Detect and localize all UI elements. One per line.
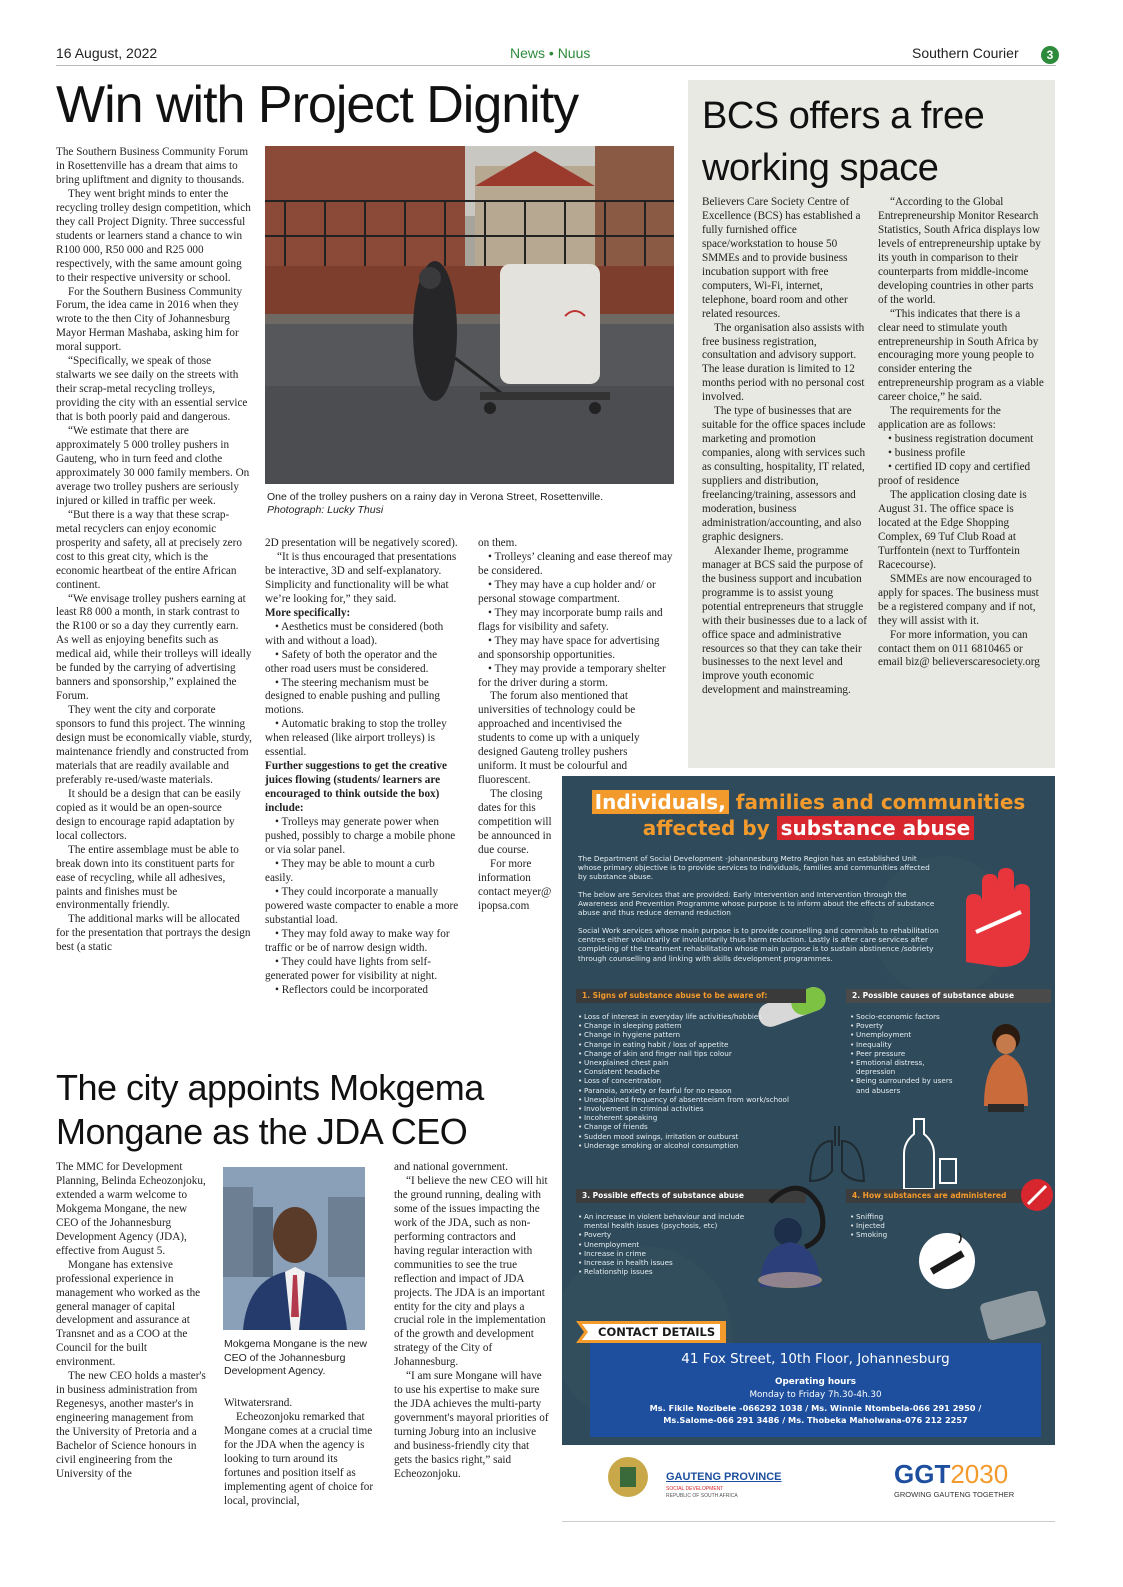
bottle-glass-icon — [902, 1114, 962, 1194]
list-item: • Loss of concentration — [578, 1076, 808, 1085]
list-item: • Inequality — [850, 1040, 960, 1049]
list-item: • An increase in violent behaviour and include mental health issues (psychosis, etc) — [578, 1212, 748, 1230]
bullet: • Aesthetics must be considered (both with and without a load). — [265, 620, 444, 647]
para: “We estimate that there are approximately 5 000 trolley pushers in Gauteng, who in turn feed and clothe approximately 30 000 family members. On average two trolley pushers are seriously injured or killed in traffic per week. — [56, 425, 250, 507]
bullet: • business profile — [888, 447, 966, 460]
header-rule — [56, 65, 1056, 66]
para: Echeozonjoku remarked that Mongane comes at a crucial time for the JDA when the agency is looking to turn around its fortunes and position itself as implementing agent of choice for local, provincial, — [224, 1410, 374, 1507]
signs-header: 1. Signs of substance abuse to be aware of: — [576, 989, 806, 1003]
contacts-line2: Ms.Salome-066 291 3486 / Ms. Thobeka Maholwana-076 212 2257 — [663, 1415, 968, 1425]
para: and national government. — [394, 1161, 509, 1173]
para: The organisation also assists with free business registration, consultation and advisory support. The lease duration is limited to 12 months period with no personal cost involved. — [702, 321, 865, 404]
causes-header: 2. Possible causes of substance abuse — [846, 989, 1051, 1003]
bullet: • They may fold away to make way for traffic or be of narrow design width. — [265, 927, 450, 954]
jda-col1 — [56, 1161, 208, 1482]
list-item: • Consistent headache — [578, 1067, 808, 1076]
gauteng-province-label: GAUTENG PROVINCE — [666, 1471, 782, 1483]
contact-details-label — [576, 1321, 726, 1343]
bullet: • certified ID copy and certified proof of residence — [878, 461, 1031, 488]
list-item: • Unemployment — [578, 1240, 748, 1249]
dignity-headline: Win with Project Dignity — [56, 76, 579, 134]
ggt-text: GGT — [894, 1459, 951, 1489]
administered-header: 4. How substances are administered — [846, 1189, 1026, 1203]
list-item: • Poverty — [850, 1021, 960, 1030]
distressed-person-icon — [962, 1016, 1050, 1116]
subhead: More specifically: — [265, 606, 351, 619]
para: The Southern Business Community Forum in Rosettenville has a dream that aims to bring upliftment and dignity to thousands. — [56, 146, 249, 186]
para: The MMC for Development Planning, Belinda Echeozonjoku, extended a warm welcome to Mokgema Mongane, the new CEO of the Johannesburg Development Agency (JDA), effective from August 5. — [56, 1161, 206, 1257]
list-item: • Smoking — [850, 1230, 930, 1239]
bullet: • They may provide a temporary shelter for the driver during a storm. — [478, 662, 666, 689]
list-item: • Change of friends — [578, 1122, 808, 1131]
para: The forum also mentioned that universities of technology could be approached and incentivised the students to come up with a uniquely designed Gauteng trolley pushers uniform. It must be colourful and fluorescent. — [478, 690, 640, 787]
list-item: • Unemployment — [850, 1030, 960, 1039]
para: They went the city and corporate sponsors to fund this project. The winning design must be economically viable, sturdy, maintenance friendly and constructed from materials that are readily available and preferably re-used/waste materials. — [56, 704, 252, 786]
para: “I am sure Mongane will have to use his expertise to make sure the JDA achieves the multi-party government's mayoral priorities of turning Joburg into an inclusive and business-friendly city that gets the basics right,” said Echeozonjoku. — [394, 1370, 549, 1480]
list-item: • Peer pressure — [850, 1049, 960, 1058]
para: “We envisage trolley pushers earning at least R8 000 a month, in stark contrast to the R100 or so a day they currently earn. As well as enjoying benefits such as medical aid, while their trolleys will ideally be funded by the carrying of advertising banners and sponsorship,” explained the Forum. — [56, 592, 252, 703]
bullet: • business registration document — [888, 433, 1034, 446]
bullet: • Safety of both the operator and the other road users must be considered. — [265, 648, 438, 675]
jda-headline: The city appoints Mokgema Mongane as the JDA CEO — [56, 1067, 484, 1152]
para: “It is thus encouraged that presentations be interactive, 3D and self-explanatory. Simplicity and functionality will be what we’re looking for,” they said. — [265, 550, 457, 605]
substance-abuse-ad — [562, 776, 1055, 1445]
para: Witwatersrand. — [224, 1397, 293, 1409]
ggt2030-logo — [894, 1459, 1008, 1490]
list-item: • Change of skin and finger nail tips colour — [578, 1049, 808, 1058]
ad-title-word: families and communities — [728, 790, 1026, 814]
list-item: • Involvement in criminal activities — [578, 1104, 808, 1113]
para: They went bright minds to enter the recycling trolley design competition, which they call Project Dignity. Three successful students or learners stand a chance to win R100 000, R50 000 and R25 000 respectively, with the same amount going to their respective university or school. — [56, 187, 251, 284]
list-item: • Being surrounded by users and abusers — [850, 1076, 960, 1094]
causes-list — [850, 1012, 960, 1095]
lungs-icon — [802, 1116, 872, 1186]
list-item: • Paranoia, anxiety or fearful for no reason — [578, 1086, 808, 1095]
bullet: • Trolleys’ cleaning and ease thereof may be considered. — [478, 550, 673, 577]
list-item: • Change in eating habit / loss of appetite — [578, 1040, 808, 1049]
list-item: • Change in hygiene pattern — [578, 1030, 808, 1039]
bullet: • They could incorporate a manually powered waste compacter to enable a more substantial load. — [265, 885, 459, 926]
dignity-col2 — [265, 537, 460, 997]
para: The closing dates for this competition will be announced in due course. — [478, 788, 552, 856]
list-item: • Change in sleeping pattern — [578, 1021, 808, 1030]
gauteng-social-dev: SOCIAL DEVELOPMENT — [666, 1486, 724, 1492]
bullet: • They may incorporate bump rails and flags for visibility and safety. — [478, 606, 663, 633]
bullet: • Trolleys may generate power when pushed, possibly to charge a mobile phone or via solar panel. — [265, 816, 456, 856]
contact-label-text: CONTACT DETAILS — [598, 1325, 716, 1339]
bcs-col1 — [702, 196, 868, 698]
para: Mongane has extensive professional experience in management who worked as the general manager of capital development and assurance at Transnet and as a COO at the Council for the built environment. — [56, 1258, 201, 1369]
jda-col2 — [224, 1397, 374, 1509]
para: For the Southern Business Community Forum, the idea came in 2016 when they wrote to the then City of Johannesburg Mayor Herman Mashaba, asking him for moral support. — [56, 285, 243, 354]
bullet: • They may have space for advertising and sponsorship opportunities. — [478, 634, 660, 661]
effects-header: 3. Possible effects of substance abuse — [576, 1189, 806, 1203]
ad-title-word: Individuals, — [592, 790, 729, 814]
pill-blister-icon — [978, 1291, 1050, 1341]
hours-text: Monday to Friday 7h.30-4h.30 — [749, 1390, 882, 1400]
trolley-photo-credit: Photograph: Lucky Thusi — [267, 504, 384, 516]
para: on them. — [478, 537, 518, 549]
para: “This indicates that there is a clear need to stimulate youth entrepreneurship in South Africa by encouraging more young people to consider entering the entrepreneurship program as a viable career choice,” he said. — [878, 307, 1044, 404]
ad-intro: The Department of Social Development -Johannesburg Metro Region has an established Unit whose primary objective is to provide services to individuals, families and communities affected by substance abuse. — [578, 854, 930, 882]
ad-services: The below are Services that are provided: Early Intervention and Intervention through the Awareness and Prevention Programme whose purpose is to inform about the effects of substance abuse and thus reduce demand reduction — [578, 890, 935, 918]
para: The requirements for the application are as follows: — [878, 405, 1001, 432]
coat-of-arms-icon — [598, 1455, 658, 1499]
bcs-panel — [688, 80, 1055, 768]
para: The entire assemblage must be able to break down into its constituent parts for ease of recycling, while all adhesives, paints and finishes must be environmentally friendly. — [56, 843, 239, 912]
para: The additional marks will be allocated for the presentation that portrays the design best (a static — [56, 913, 251, 954]
list-item: • Sniffing — [850, 1212, 930, 1221]
hours-label: Operating hours — [774, 1377, 856, 1387]
cigarette-icon — [917, 1231, 977, 1291]
para: “According to the Global Entrepreneurship Monitor Research Statistics, South Africa displays low levels of entrepreneurship uptake by its youth in comparison to their counterparts from middle-income developing countries in other parts of the world. — [878, 196, 1041, 306]
para: The application closing date is August 31. The office space is located at the Edge Shopping Complex, 69 Tuf Club Road at Turffontein (next to Turffontein Racecourse). — [878, 489, 1027, 571]
list-item: • Unexplained frequency of absenteeism from work/school — [578, 1095, 808, 1104]
subhead: Further suggestions to get the creative juices flowing (students/ learners are encouraged to think outside the box) include: — [265, 760, 447, 815]
para: Alexander Iheme, programme manager at BCS said the purpose of the business support and incubation programme is to assist young potential entrepreneurs that struggle with their businesses due to a lack of office space and administrative resources so that they can take their businesses to the next level and improve youth economic development and mainstreaming. — [702, 544, 867, 697]
para: SMMEs are now encouraged to apply for spaces. The business must be a registered company and if not, they will assist with it. — [878, 572, 1039, 627]
list-item: • Relationship issues — [578, 1267, 748, 1276]
ad-social-work: Social Work services whose main purpose is to provide counselling and commitals to rehabilitation centres either voluntarily or involuntarily thus harm reduction. Lastly is after care services after completing of the treatment rehabilitation whose main purpose is to sustain abstinence /sobriety through counselling and linking with skills development programmes. — [578, 926, 939, 963]
para: The new CEO holds a master's in business administration from Regenesys, another master's in engineering management from the University of Pretoria and a Bachelor of Science honours in civil engineering from the University of the — [56, 1370, 206, 1480]
ad-title-line1 — [562, 790, 1055, 814]
para: Believers Care Society Centre of Excellence (BCS) has established a fully furnished office space/workstation to house 50 SMMEs and to provide business incubation support with free computers, Wi-Fi, internet, telephone, board room and other related resources. — [702, 196, 861, 320]
bullet: • They may have a cup holder and/ or personal stowage compartment. — [478, 578, 656, 605]
ad-logos — [562, 1445, 1055, 1519]
list-item: • Unexplained chest pain — [578, 1058, 808, 1067]
para: The type of businesses that are suitable for the office spaces include marketing and promotion companies, along with services such as consulting, hospitality, IT related, suppliers and distribution, freelancing/training, assessors and moderation, business administration/accounting, and also graphic designers. — [702, 405, 866, 543]
para: For more information, you can contact them on 011 6810465 or email biz@ believerscaresociety.org — [878, 628, 1040, 669]
para: “I believe the new CEO will hit the ground running, dealing with some of the issues impacting the work of the JDA, such as non-performing contractors and having regular interaction with communities to see the true reflection and impact of JDA projects. The JDA is an important entity for the city and plays a crucial role in the implementation of the growth and development strategy of the City of Johannesburg. — [394, 1174, 548, 1369]
bullet: • Reflectors could be incorporated — [275, 983, 429, 996]
list-item: • Injected — [850, 1221, 930, 1230]
contacts-line1: Ms. Fikile Nozibele -066292 1038 / Ms. Winnie Ntombela-066 291 2950 / — [649, 1403, 982, 1413]
bullet: • They may be able to mount a curb easily. — [265, 857, 435, 884]
bottom-rule — [562, 1521, 1055, 1522]
list-item: • Underage smoking or alcohol consumption — [578, 1141, 808, 1150]
list-item: • Increase in crime — [578, 1249, 748, 1258]
ad-title-line2 — [562, 816, 1055, 840]
syringe-icon — [1020, 1178, 1054, 1212]
para: “But there is a way that these scrap-metal recyclers can enjoy economic prosperity and safety, all at precisely zero cost to this great city, which is the economic heartbeat of the entire African continent. — [56, 508, 242, 591]
contact-box — [590, 1343, 1041, 1437]
gauteng-rsa: REPUBLIC OF SOUTH AFRICA — [666, 1493, 738, 1499]
bullet: • The steering mechanism must be designed to enable pushing and pulling motions. — [265, 676, 440, 717]
list-item: • Increase in health issues — [578, 1258, 748, 1267]
effects-list — [578, 1212, 748, 1276]
list-item: • Incoherent speaking — [578, 1113, 808, 1122]
anxious-person-icon — [740, 1182, 850, 1292]
para: 2D presentation will be negatively scored). — [265, 537, 458, 549]
para: For more information contact meyer@ ipopsa.com — [478, 857, 552, 912]
stop-hand-icon — [946, 862, 1046, 972]
ggt-tagline: GROWING GAUTENG TOGETHER — [894, 1490, 1015, 1499]
ggt-year: 2030 — [950, 1459, 1009, 1489]
bullet: • Automatic braking to stop the trolley when released (like airport trolleys) is essential. — [265, 718, 447, 759]
bcs-col2 — [878, 196, 1044, 670]
paper-name: Southern Courier — [912, 45, 1019, 61]
list-item: • Emotional distress, depression — [850, 1058, 960, 1076]
ad-address: 41 Fox Street, 10th Floor, Johannesburg — [681, 1351, 950, 1367]
jda-col3 — [394, 1161, 549, 1482]
mongane-portrait — [223, 1167, 365, 1330]
ad-title-word: substance abuse — [777, 816, 975, 840]
para: “Specifically, we speak of those stalwarts we see daily on the streets with their scrap-metal recycling trolleys, providing the city with an essential service that is both poorly paid and dangerous. — [56, 355, 248, 424]
para: It should be a design that can be easily copied as it would be an open-source design to encourage rapid adaptation by local collectors. — [56, 787, 241, 842]
list-item: • Poverty — [578, 1230, 748, 1239]
list-item: • Socio-economic factors — [850, 1012, 960, 1021]
section-label: News • Nuus — [510, 45, 591, 61]
bcs-headline: BCS offers a free working space — [702, 95, 985, 189]
issue-date: 16 August, 2022 — [56, 45, 158, 61]
trolley-photo — [265, 146, 674, 484]
list-item: • Loss of interest in everyday life activities/hobbies — [578, 1012, 808, 1021]
bullet: • They could have lights from self-generated power for visibility at night. — [265, 955, 438, 982]
mongane-photo-caption: Mokgema Mongane is the new CEO of the Johannesburg Development Agency. — [224, 1338, 367, 1377]
dignity-col1 — [56, 146, 252, 955]
page-number: 3 — [1041, 46, 1059, 64]
trolley-photo-caption: One of the trolley pushers on a rainy day in Verona Street, Rosettenville. — [267, 491, 604, 503]
list-item: • Sudden mood swings, irritation or outburst — [578, 1132, 808, 1141]
ad-title-word: affected by — [642, 816, 777, 840]
signs-list — [578, 1012, 808, 1150]
